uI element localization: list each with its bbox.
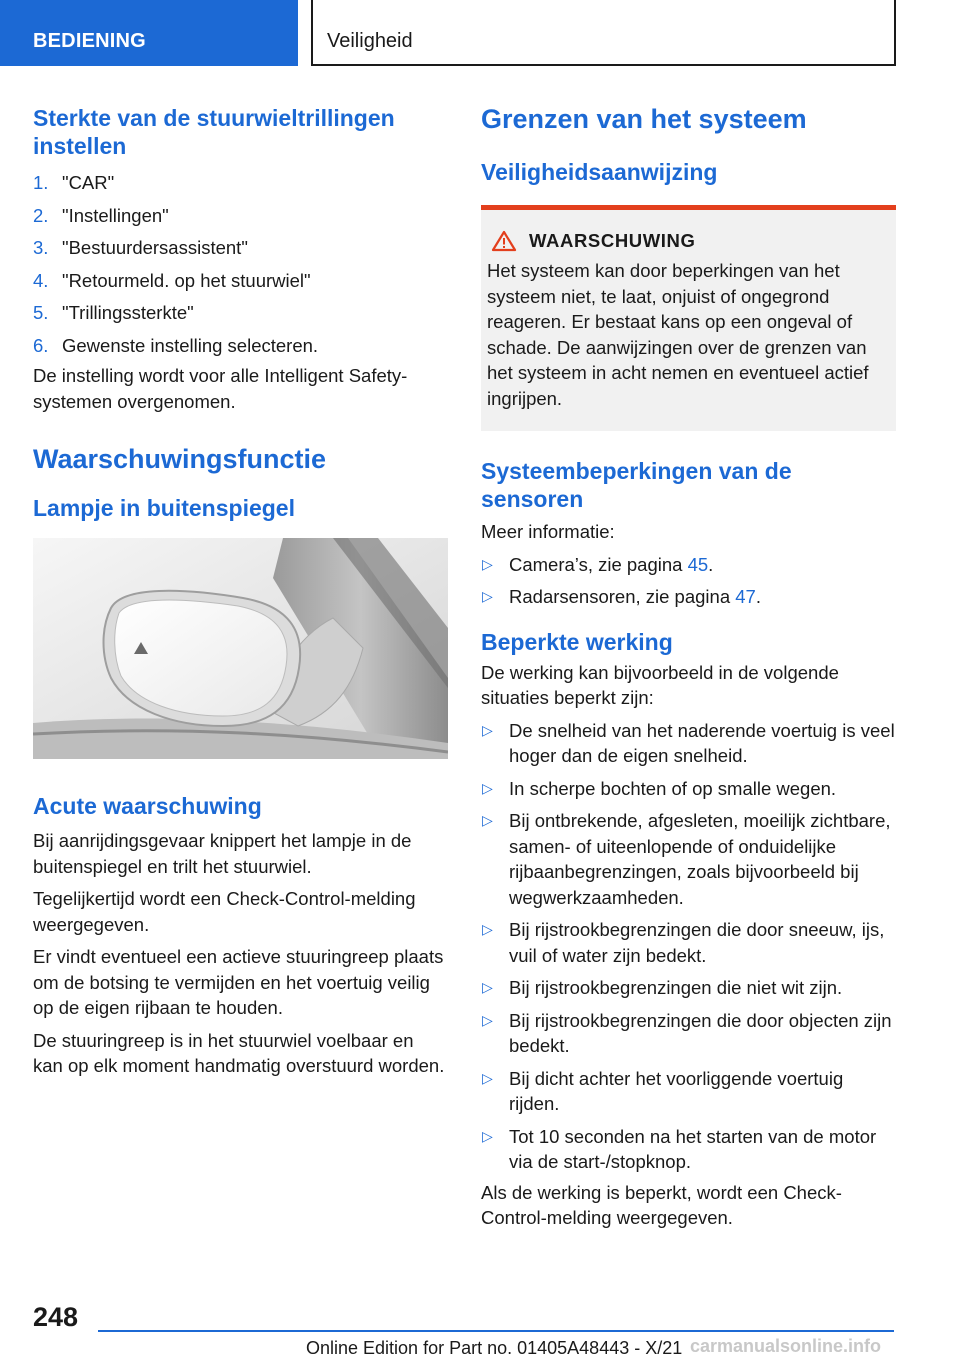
bullet-triangle-icon: ▷ [482,588,493,604]
sensor-item-punctuation: . [755,586,761,607]
step-item [33,170,448,196]
mirror-illustration [33,538,448,759]
limits-heading: Grenzen van het systeem [481,104,807,134]
page-footer [0,1290,960,1362]
step-number: 4. [33,269,49,291]
restricted-item-text: Tot 10 seconden na het starten van de motor via de start-/stopknop. [509,1125,877,1172]
step-text: "Trillingssterkte" [62,302,194,323]
edition-note: Online Edition for Part no. 01405A48443 - X/21 [306,1338,683,1358]
restricted-list-item [481,917,896,968]
step-text: "CAR" [62,172,115,193]
left-column [33,100,448,1079]
bullet-triangle-icon: ▷ [482,555,493,572]
vibration-heading: Sterkte van de stuurwieltrillingen instellen [33,105,395,159]
acute-paragraph-1: Bij aanrijdingsgevaar knippert het lampje in de buitenspiegel en trilt het stuurwiel. [33,830,412,877]
page-number: 248 [33,1302,79,1332]
step-number: 2. [33,204,49,226]
restricted-item-text: Bij dicht achter het voorliggende voertuig rijden. [509,1067,844,1114]
restricted-list-item [481,808,896,910]
page-link[interactable]: 47 [735,586,756,607]
restricted-intro: De werking kan bijvoorbeeld in de volgende situaties beperkt zijn: [481,661,839,708]
sensor-item-label: Camera’s, zie pagina [509,553,688,575]
sensor-item-label: Radarsensoren, zie pagina [509,586,736,607]
restricted-item-text: Bij rijstrookbegrenzingen die door sneeuw, ijs, vuil of water zijn bedekt. [509,919,885,966]
step-number: 1. [33,172,49,193]
bullet-triangle-icon: ▷ [482,1127,493,1144]
warning-title [487,230,890,252]
page-link[interactable]: 45 [687,553,709,575]
steps-list [33,170,448,358]
bullet-triangle-icon: ▷ [482,1011,493,1028]
step-number: 6. [33,334,49,356]
warning-label: WAARSCHUWING [529,230,696,251]
bullet-triangle-icon: ▷ [482,979,493,995]
bullet-triangle-icon: ▷ [482,1069,493,1086]
step-text: "Bestuurdersassistent" [62,237,248,258]
footer-rule [98,1330,894,1332]
sensor-item-text [509,552,713,578]
restricted-list-item [481,1008,896,1059]
restricted-item-text: De snelheid van het naderende voertuig is veel hoger dan de eigen snelheid. [509,719,895,766]
bullet-triangle-icon: ▷ [482,921,493,937]
warning-function-heading: Waarschuwingsfunctie [33,444,327,474]
bullet-triangle-icon: ▷ [482,721,493,738]
acute-paragraph-3: Er vindt eventueel een actieve stuuringreep plaats om de botsing te vermijden en het voertuig veilig op de eigen rijbaan te houden. [33,946,444,1018]
mirror-lamp-heading: Lampje in buitenspiegel [33,495,295,521]
restricted-list-item [481,975,896,1001]
step-text: Gewenste instelling selecteren. [62,334,319,356]
restricted-operation-heading: Beperkte werking [481,628,673,655]
warning-box [481,205,896,431]
vibration-note: De instelling wordt voor alle Intelligent Safety-systemen overgenomen. [33,365,408,412]
page-header [0,0,960,66]
warning-triangle-icon [491,230,517,252]
step-item [33,203,448,229]
step-item [33,300,448,326]
step-number: 5. [33,302,49,323]
restricted-list-item [481,718,896,769]
watermark: carmanualsonline.info [690,1336,882,1356]
restricted-item-text: In scherpe bochten of op smalle wegen. [509,777,837,799]
acute-paragraph-4: De stuuringreep is in het stuurwiel voelbaar en kan op elk moment handmatig overstuurd worden. [33,1029,445,1076]
sensor-item-text [509,584,761,610]
sensor-limits-heading: Systeembeperkingen van de sensoren [481,458,792,512]
more-info-text: Meer informatie: [481,521,615,542]
warning-text: Het systeem kan door beperkingen van het systeem niet, te laat, onjuist of ongegrond reageren. Er bestaat kans op een ongeval of schade. De aanwijzingen over de grenzen van het systeem in acht nemen en eventueel actief ingrijpen. [487,260,869,409]
restricted-list-item [481,776,896,802]
restricted-list-item [481,1124,896,1175]
sensor-list-item [481,584,896,610]
sensor-list-item [481,552,896,578]
right-column [481,100,896,1231]
step-item [33,235,448,261]
restricted-item-text: Bij ontbrekende, afgesleten, moeilijk zichtbare, samen- of uiteenlopende of onduidelijke rijbaanbegrenzingen, zoals bijvoorbeeld bij wegwerkzaamheden. [509,810,891,908]
restricted-list [481,718,896,1175]
step-item [33,333,448,359]
chapter-tab: BEDIENING [0,0,298,66]
restricted-item-text: Bij rijstrookbegrenzingen die niet wit zijn. [509,977,843,998]
section-title: Veiligheid [311,0,896,66]
restricted-list-item [481,1066,896,1117]
sensor-list [481,552,896,610]
step-text: "Instellingen" [62,204,169,226]
acute-warning-heading: Acute waarschuwing [33,793,262,819]
step-item [33,268,448,294]
bullet-triangle-icon: ▷ [482,812,493,828]
sensor-item-punctuation: . [708,553,714,575]
safety-note-heading: Veiligheidsaanwijzing [481,159,718,185]
restricted-item-text: Bij rijstrookbegrenzingen die door objecten zijn bedekt. [509,1009,892,1056]
bullet-triangle-icon: ▷ [482,779,493,796]
step-text: "Retourmeld. op het stuurwiel" [62,269,311,291]
acute-paragraph-2: Tegelijkertijd wordt een Check-Control-melding weergegeven. [33,888,416,935]
closing-text: Als de werking is beperkt, wordt een Check-Control-melding weergegeven. [481,1181,842,1228]
step-number: 3. [33,237,49,258]
